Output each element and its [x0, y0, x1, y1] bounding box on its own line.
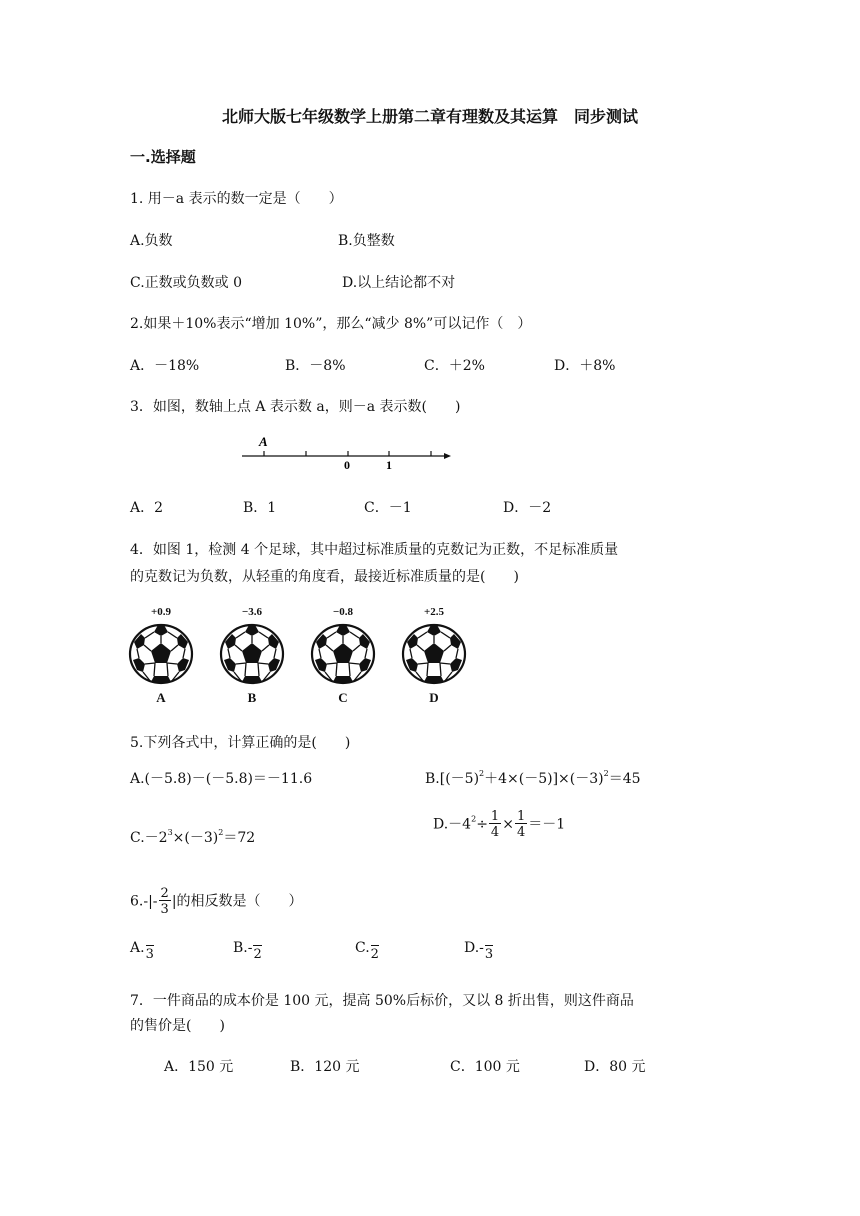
question-4-stem-line2: 的克数记为负数，从轻重的角度看，最接近标准质量的是( )	[130, 569, 519, 585]
question-5-stem: 5.下列各式中，计算正确的是( )	[130, 735, 351, 751]
question-7-option-c: C．100 元	[450, 1059, 520, 1075]
fraction: $\frac{1}{4}$	[490, 809, 500, 840]
question-7-option-a: A．150 元	[164, 1059, 234, 1075]
soccer-ball-c-icon	[308, 622, 380, 688]
question-6-option-d: D.- 3	[464, 935, 494, 961]
question-2-stem: 2.如果＋10%表示“增加 10%”，那么“减少 8%”可以记作（ ）	[130, 316, 532, 332]
tick-zero-label: 0	[344, 458, 350, 472]
page-title: 北师大版七年级数学上册第二章有理数及其运算 同步测试	[221, 107, 638, 126]
question-7-stem-line1: 7．一件商品的成本价是 100 元，提高 50%后标价，又以 8 折出售，则这件商品	[130, 993, 634, 1009]
ball-b-letter: B	[247, 690, 257, 705]
soccer-ball-b-icon	[217, 622, 289, 688]
ball-a-letter: A	[156, 690, 166, 705]
question-1-stem: 1. 用－a 表示的数一定是（ ）	[130, 191, 343, 207]
question-6-option-a: A. 3	[130, 935, 155, 961]
question-7-stem-line2: 的售价是( )	[130, 1018, 225, 1034]
question-6-option-b: B.- 2	[233, 935, 263, 961]
question-5-option-d: $D.-4^2\div$ $\frac{1}{4}$ × $\frac{1}{4}$ ＝－1	[433, 809, 566, 840]
ball-a-value: +0.9	[150, 606, 172, 618]
question-2-option-a: A．－18%	[130, 358, 200, 374]
soccer-ball-d-icon	[399, 622, 471, 688]
point-a-label: A	[259, 434, 268, 449]
tick-one-label: 1	[386, 458, 392, 472]
question-1-option-c: C.正数或负数或 0	[130, 275, 243, 291]
ball-c-value: −0.8	[332, 606, 354, 618]
question-3-option-b: B．1	[243, 500, 277, 516]
question-5-option-b: $B.[(-5)^2+4\times(-5)]\times(-3)^2=45$	[425, 769, 641, 787]
question-2-option-c: C．＋2%	[424, 358, 485, 374]
number-line-arrow	[444, 453, 451, 459]
question-5-option-c: $C.-2^3\times(-3)^2=72$	[130, 828, 256, 846]
question-6-option-c: C. 2	[355, 935, 380, 961]
number-line-figure	[238, 434, 453, 474]
question-2-option-d: D．＋8%	[554, 358, 616, 374]
question-7-option-d: D．80 元	[584, 1059, 646, 1075]
fraction: $\frac{1}{4}$	[516, 809, 526, 840]
section-heading: 一.选择题	[130, 148, 196, 166]
question-1-option-d: D.以上结论都不对	[342, 275, 456, 291]
question-2-option-b: B．－8%	[285, 358, 346, 374]
question-1-option-a: A.负数	[130, 233, 173, 249]
question-6-stem: 6.-|- $\frac{2}{3}$ |的相反数是（ ）	[130, 886, 303, 917]
ball-c-letter: C	[338, 690, 348, 705]
question-5-option-a: A.(－5.8)－(－5.8)＝－11.6	[130, 771, 313, 787]
ball-d-letter: D	[429, 690, 439, 705]
question-3-stem: 3．如图，数轴上点 A 表示数 a，则－a 表示数( )	[130, 399, 461, 415]
ball-d-value: +2.5	[423, 606, 445, 618]
ball-b-value: −3.6	[241, 606, 263, 618]
soccer-ball-a-icon	[126, 622, 198, 688]
question-7-option-b: B．120 元	[290, 1059, 360, 1075]
question-1-option-b: B.负整数	[338, 233, 395, 249]
question-3-option-a: A．2	[130, 500, 164, 516]
question-3-option-c: C．－1	[364, 500, 412, 516]
fraction: $\frac{2}{3}$	[160, 886, 169, 917]
question-4-stem-line1: 4．如图 1，检测 4 个足球，其中超过标准质量的克数记为正数，不足标准质量	[130, 542, 619, 558]
question-3-option-d: D．－2	[503, 500, 552, 516]
